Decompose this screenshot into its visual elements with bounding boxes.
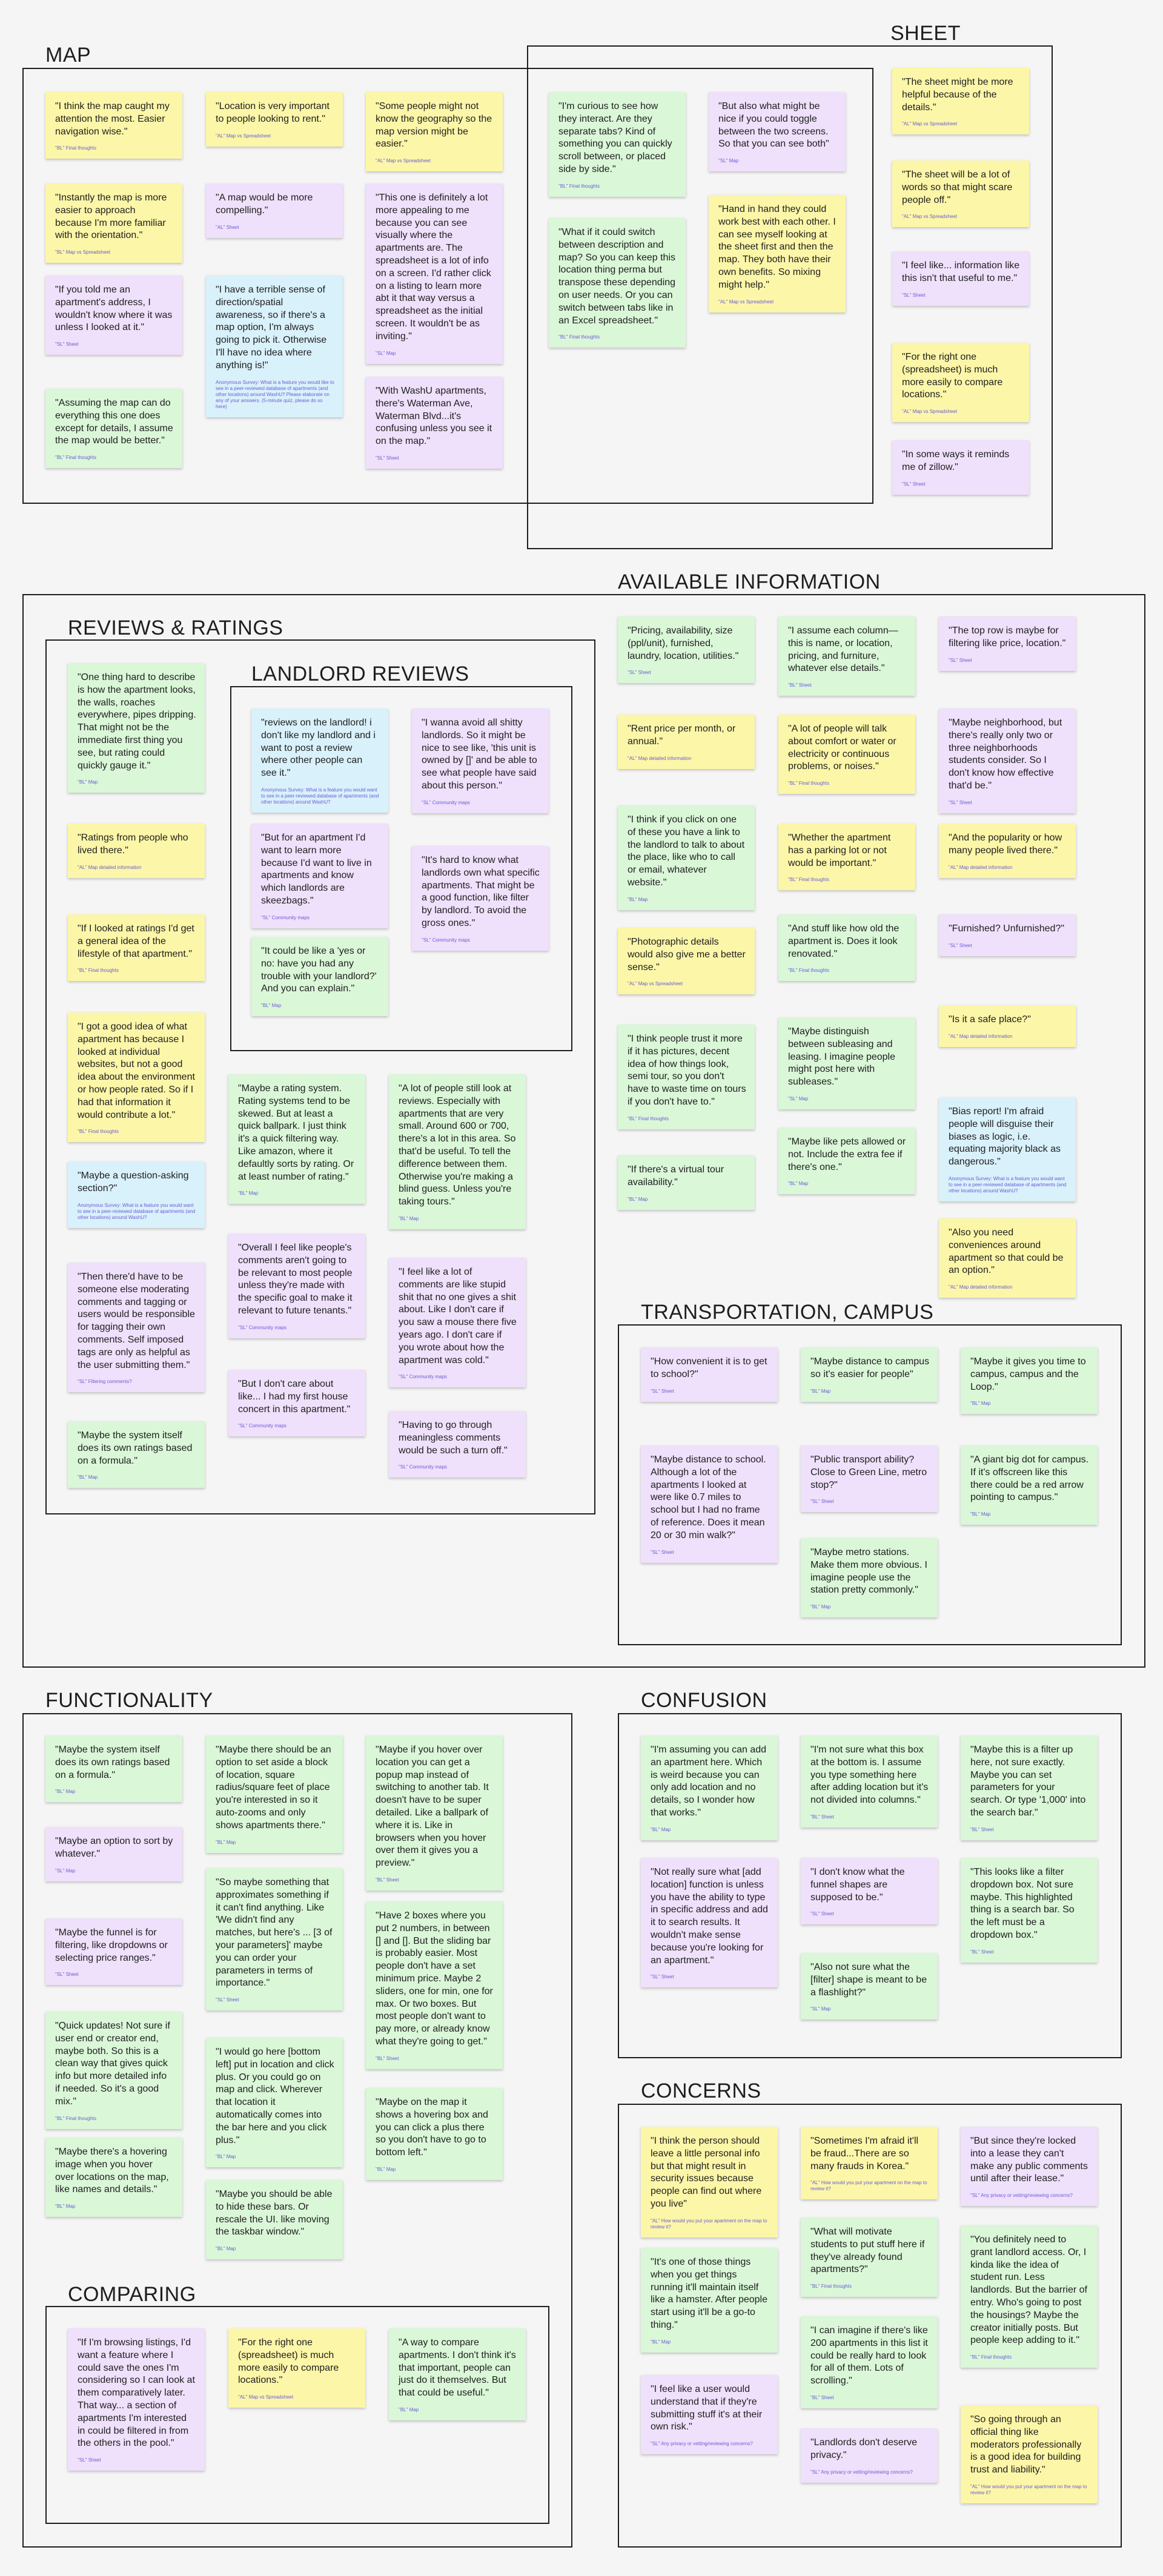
sticky-note[interactable]: "Maybe distance to school. Although a lot of the apartments I looked at were like 0.7 miles to school but I had no frame of reference. Does it mean 20 or 30 min walk?" "SL" Sheet — [641, 1445, 778, 1563]
sticky-note[interactable]: "And the popularity or how many people lived there." "AL" Map detailed information — [939, 824, 1076, 878]
sticky-note[interactable]: "I think the map caught my attention the most. Easier navigation wise." "BL" Final thoughts — [45, 92, 182, 159]
sticky-note[interactable]: "For the right one (spreadsheet) is much more easily to compare locations." "AL" Map vs Spreadsheet — [892, 343, 1029, 422]
section-title-sheet: SHEET — [890, 22, 961, 45]
section-title-map: MAP — [45, 44, 91, 67]
sticky-note[interactable]: "Maybe like pets allowed or not. Include the extra fee if there's one." "BL" Map — [778, 1128, 915, 1194]
sticky-note[interactable]: "Maybe this is a filter up here, not sure exactly. Maybe you can set parameters for your search. Or type '1,000' into the search bar." "BL" Sheet — [961, 1735, 1098, 1840]
sticky-note[interactable]: "It's hard to know what landlords own what specific apartments. That might be a good function, like filter by landlord. To avoid the gross ones." "SL" Community maps — [412, 846, 549, 951]
sticky-note[interactable]: "Maybe neighborhood, but there's really only two or three neighborhoods students consider. So I don't know how effective that'd be." "SL" Sheet — [939, 708, 1076, 813]
sticky-note[interactable]: "I can imagine if there's like 200 apartments in this list it could be really hard to look for all of them. Lots of scrolling." "BL" Sheet — [801, 2316, 938, 2408]
sticky-note[interactable]: "I wanna avoid all shitty landlords. So it might be nice to see like, 'this unit is owned by []' and be able to see what people have said about this person." "SL" Community maps — [412, 708, 549, 813]
sticky-note[interactable]: "Maybe a question-asking section?" Anonymous Survey: What is a feature you would want to see in a peer-reviewed database of apartments (and other locations) around WashU? — [68, 1161, 205, 1228]
sticky-note[interactable]: "I got a good idea of what apartment has because I looked at individual websites, but not a good idea about the environment or how people rated. So if I had that information it would contribute a lot." "BL" Final thoughts — [68, 1012, 205, 1142]
sticky-note[interactable]: "How convenient it is to get to school?" "SL" Sheet — [641, 1347, 778, 1402]
sticky-note[interactable]: "But since they're locked into a lease they can't make any public comments until after their lease." "SL" Any privacy or vetting/reviewing concerns? — [961, 2127, 1098, 2206]
sticky-note[interactable]: "If I looked at ratings I'd get a general idea of the lifestyle of that apartment." "BL" Final thoughts — [68, 914, 205, 981]
sticky-note[interactable]: "Furnished? Unfurnished?" "SL" Sheet — [939, 914, 1076, 956]
sticky-note[interactable]: "If you told me an apartment's address, I wouldn't know where it was unless I looked at it." "SL" Sheet — [45, 276, 182, 355]
section-title-reviews-ratings: REVIEWS & RATINGS — [68, 616, 283, 639]
sticky-note[interactable]: "A lot of people still look at reviews. Especially with apartments that are very small. Around 600 or 700, there's a lot in this area. So that'd be useful. To tell the difference between them. Otherwise you're making a blind guess. Unless you're taking tours." "BL" Map — [389, 1074, 526, 1229]
sticky-note[interactable]: "Rent price per month, or annual." "AL" Map detailed information — [618, 715, 755, 769]
sticky-note[interactable]: "A map would be more compelling." "AL" Sheet — [206, 183, 343, 238]
sticky-note[interactable]: "It's one of those things when you get things running it'll maintain itself like a hamster. After people start using it'll be a go-to thing." "BL" Map — [641, 2248, 778, 2353]
sticky-note[interactable]: "A lot of people will talk about comfort or water or electricity or continuous problems, or noises." "BL" Final thoughts — [778, 715, 915, 794]
sticky-note[interactable]: "With WashU apartments, there's Waterman Ave, Waterman Blvd...it's confusing unless you see it on the map." "SL" Sheet — [366, 377, 503, 469]
sticky-note[interactable]: "Having to go through meaningless comments would be such a turn off." "SL" Community maps — [389, 1411, 526, 1478]
sticky-note[interactable]: "But for an apartment I'd want to learn more because I'd want to live in apartments and know which landlords are skeezbags." "SL" Community maps — [251, 824, 388, 928]
sticky-note[interactable]: "If I'm browsing listings, I'd want a feature where I could save the ones I'm considering so I can look at them comparatively later. That way... a section of apartments I'm interested in could be filtered in from the others in the pool." "SL" Sheet — [68, 2328, 205, 2471]
sticky-note[interactable]: "A way to compare apartments. I don't think it's that important, people can just do it themselves. But that could be useful." "BL" Map — [389, 2328, 526, 2420]
sticky-note[interactable]: "I don't know what the funnel shapes are supposed to be." "SL" Sheet — [801, 1858, 938, 1924]
sticky-note[interactable]: "Public transport ability? Close to Green Line, metro stop?" "SL" Sheet — [801, 1445, 938, 1512]
sticky-note[interactable]: "Maybe an option to sort by whatever." "SL" Map — [45, 1827, 182, 1881]
sticky-note[interactable]: "You definitely need to grant landlord access. Or, I kinda like the idea of student run. Less landlords. But the barrier of entry. Who's going to post the housings? Maybe the creator initially posts. But people keep adding to it." "BL" Final thoughts — [961, 2225, 1098, 2368]
sticky-note[interactable]: "But also what might be nice if you could toggle between the two screens. So that you can see both" "SL" Map — [709, 92, 846, 171]
section-title-concerns: CONCERNS — [641, 2079, 761, 2102]
sticky-note[interactable]: "I'm curious to see how they interact. Are they separate tabs? Kind of something you can quickly scroll between, or placed side by side." "BL" Final thoughts — [549, 92, 686, 197]
sticky-note[interactable]: "Maybe there's a hovering image when you hover over locations on the map, like names and details." "BL" Map — [45, 2138, 182, 2217]
sticky-note[interactable]: "The top row is maybe for filtering like price, location." "SL" Sheet — [939, 616, 1076, 671]
section-title-available-information: AVAILABLE INFORMATION — [618, 570, 881, 593]
sticky-note[interactable]: "reviews on the landlord! i don't like my landlord and i want to post a review where other people can see it." Anonymous Survey: What is a feature you would want to see in a peer-reviewed database of apartments (and other locations) around WashU? — [251, 708, 388, 813]
sticky-note[interactable]: "Some people might not know the geography so the map version might be easier." "AL" Map vs Spreadsheet — [366, 92, 503, 171]
sticky-note[interactable]: "Overall I feel like people's comments aren't going to be relevant to most people unless they're made with the specific goal to make it relevant to future tenants." "SL" Community maps — [228, 1234, 365, 1338]
sticky-note[interactable]: "Photographic details would also give me a better sense." "AL" Map vs Spreadsheet — [618, 928, 755, 994]
sticky-note[interactable]: "Maybe if you hover over location you can get a popup map instead of switching to another tab. It doesn't have to be super detailed. Like a ballpark of where it is. Like in browsers when you hover over them it gives you a preview." "BL" Sheet — [366, 1735, 503, 1891]
sticky-note[interactable]: "So maybe something that approximates something if it can't find anything. Like 'We didn't find any matches, but here's ... [3 of your parameters]' maybe you can order your parameters in terms of importance." "SL" Sheet — [206, 1868, 343, 2010]
sticky-note[interactable]: "A giant big dot for campus. If it's offscreen like this there could be a red arrow pointing to campus." "BL" Map — [961, 1445, 1098, 1525]
sticky-note[interactable]: "Whether the apartment has a parking lot or not would be important." "BL" Final thoughts — [778, 824, 915, 890]
sticky-note[interactable]: "Quick updates! Not sure if user end or creator end, maybe both. So this is a clean way that gives quick info but more detailed info if needed. So it's a good mix." "BL" Final thoughts — [45, 2012, 182, 2129]
sticky-note[interactable]: "I feel like a lot of comments are like stupid shit that no one gives a shit about. Like I don't care if you saw a mouse there five years ago. I don't care if you wrote about how the apartment was cold." "SL" Community maps — [389, 1258, 526, 1387]
sticky-note[interactable]: "Maybe it gives you time to campus, campus and the Loop." "BL" Map — [961, 1347, 1098, 1414]
sticky-note[interactable]: "What will motivate students to put stuff here if they've already found apartments?" "BL" Final thoughts — [801, 2218, 938, 2297]
sticky-note[interactable]: "I feel like a user would understand that if they're submitting stuff it's at their own risk." "SL" Any privacy or vetting/reviewing concerns? — [641, 2375, 778, 2454]
sticky-note[interactable]: "So going through an official thing like moderators professionally is a good idea for building trust and liability." "AL" How would you put your apartment on the map to review it? — [961, 2405, 1098, 2503]
sticky-note[interactable]: "It could be like a 'yes or no: have you had any trouble with your landlord?' And you can explain." "BL" Map — [251, 937, 388, 1016]
sticky-note[interactable]: "I think people trust it more if it has pictures, decent idea of how things look, semi tour, so you don't have to waste time on tours if you don't have to." "BL" Final thoughts — [618, 1025, 755, 1129]
sticky-note[interactable]: "Maybe distance to campus so it's easier for people" "BL" Map — [801, 1347, 938, 1402]
sticky-note[interactable]: "I'm not sure what this box at the bottom is. I assume you type something here after adding location but it's not divided into columns." "BL" Sheet — [801, 1735, 938, 1828]
sticky-note[interactable]: "Sometimes I'm afraid it'll be fraud...There are so many frauds in Korea." "AL" How would you put your apartment on the map to review it? — [801, 2127, 938, 2199]
sticky-note[interactable]: "One thing hard to describe is how the apartment looks, the walls, roaches everywhere, pipes dripping. That might not be the immediate first thing you see, but rating could quickly gauge it." "BL" Map — [68, 663, 205, 793]
sticky-note[interactable]: "I'm assuming you can add an apartment here. Which is weird because you can only add location and no details, so I wonder how that works." "BL" Map — [641, 1735, 778, 1840]
sticky-note[interactable]: "I would go here [bottom left] put in location and click plus. Or you could go on map and click. Wherever that location it automatically comes into the bar here and you click plus." "BL" Map — [206, 2038, 343, 2167]
section-title-functionality: FUNCTIONALITY — [45, 1689, 213, 1712]
sticky-note[interactable]: "Maybe metro stations. Make them more obvious. I imagine people use the station pretty commonly." "BL" Map — [801, 1538, 938, 1617]
sticky-note[interactable]: "If there's a virtual tour availability." "BL" Map — [618, 1155, 755, 1210]
sticky-note[interactable]: "Ratings from people who lived there." "AL" Map detailed information — [68, 824, 205, 878]
sticky-note[interactable]: "Then there'd have to be someone else moderating comments and tagging or users would be responsible for tagging their own comments. Self imposed tags are only as helpful as the user submitting them." "SL" Filtering comments? — [68, 1263, 205, 1392]
section-title-landlord-reviews: LANDLORD REVIEWS — [251, 662, 469, 685]
sticky-note[interactable]: "Also not sure what the [filter] shape is meant to be a flashlight?" "SL" Map — [801, 1953, 938, 2020]
sticky-note[interactable]: "Bias report! I'm afraid people will disguise their biases as logic, i.e. equating majority black as dangerous." Anonymous Survey: What is a feature you would want to see in a peer-reviewed database of apartments (and other locations) around WashU? — [939, 1097, 1076, 1201]
section-title-transportation-campus: TRANSPORTATION, CAMPUS — [641, 1301, 934, 1324]
sticky-note[interactable]: "Landlords don't deserve privacy." "SL" Any privacy or vetting/reviewing concerns? — [801, 2428, 938, 2483]
sticky-note[interactable]: "I have a terrible sense of direction/spatial awareness, so if there's a map option, I'm always going to pick it. Otherwise I'll have no idea where anything is!" Anonymous Survey: What is a feature you would like to see in a peer-reviewed database of apartments (and other locations) around WashU? Please elaborate on any of your answers. (5-minute quiz, please do so here) — [206, 276, 343, 417]
section-title-comparing: COMPARING — [68, 2283, 196, 2306]
sticky-note[interactable]: "Maybe you should be able to hide these bars. Or rescale the UI. like moving the taskbar window." "BL" Map — [206, 2180, 343, 2259]
sticky-note[interactable]: "The sheet will be a lot of words so that might scare people off." "AL" Map vs Spreadsheet — [892, 160, 1029, 227]
sticky-note[interactable]: "This one is definitely a lot more appealing to me because you can see visually where the apartments are. The spreadsheet is a lot of info on a screen. I'd rather click on a listing to learn more abt it that way versus a spreadsheet as the initial screen. It wouldn't be as inviting." "SL" Map — [366, 183, 503, 364]
sticky-note[interactable]: "I think the person should leave a little personal info but that might result in security issues because people can find out where you live" "AL" How would you put your apartment on the map to review it? — [641, 2127, 778, 2237]
sticky-note[interactable]: "Maybe the system itself does its own ratings based on a formula." "BL" Map — [45, 1735, 182, 1802]
sticky-note[interactable]: "Pricing, availability, size (ppl/unit), furnished, laundry, location, utilities." "SL" Sheet — [618, 616, 755, 683]
sticky-note[interactable]: "The sheet might be more helpful because of the details." "AL" Map vs Spreadsheet — [892, 68, 1029, 134]
sticky-note[interactable]: "Also you need conveniences around apartment so that could be an option." "AL" Map detailed information — [939, 1218, 1076, 1298]
section-title-confusion: CONFUSION — [641, 1689, 767, 1712]
sticky-note[interactable]: "Maybe a rating system. Rating systems tend to be skewed. But at least a quick ballpark. I just think it's a quick filtering way. Like amazon, where it defaultly sorts by rating. Or at least number of rating." "BL" Map — [228, 1074, 365, 1204]
sticky-note[interactable]: "In some ways it reminds me of zillow." "SL" Sheet — [892, 440, 1029, 495]
sticky-note[interactable]: "This looks like a filter dropdown box. Not sure maybe. This highlighted thing is a search bar. So the left must be a dropdown box." "BL" Sheet — [961, 1858, 1098, 1963]
sticky-note[interactable]: "Assuming the map can do everything this one does except for details, I assume the map would be better." "BL" Final thoughts — [45, 389, 182, 468]
sticky-note[interactable]: "Hand in hand they could work best with each other. I can see myself looking at the sheet first and then the map. They both have their own benefits. So mixing might help." "AL" Map vs Spreadsheet — [709, 195, 846, 312]
sticky-note[interactable]: "I assume each column—this is name, or location, pricing, and furniture, whatever else details." "BL" Sheet — [778, 616, 915, 696]
sticky-note[interactable]: "Maybe there should be an option to set aside a block of location, square radius/square feet of place you're interested in so it auto-zooms and only shows apartments there." "BL" Map — [206, 1735, 343, 1853]
sticky-note[interactable]: "Maybe distinguish between subleasing and leasing. I imagine people might post here with subleases." "SL" Map — [778, 1017, 915, 1109]
sticky-note[interactable]: "I feel like... information like this isn't that useful to me." "SL" Sheet — [892, 251, 1029, 306]
sticky-note[interactable]: "And stuff like how old the apartment is. Does it look renovated." "BL" Final thoughts — [778, 914, 915, 981]
sticky-note[interactable]: "Instantly the map is more easier to approach because I'm more familiar with the orientation." "BL" Map vs Spreadsheet — [45, 183, 182, 263]
sticky-note[interactable]: "What if it could switch between description and map? So you can keep this location thing perma but transpose these depending on user needs. Or you can switch between tabs like in an Excel spreadsheet." "BL" Final thoughts — [549, 218, 686, 348]
sticky-note[interactable]: "Maybe the funnel is for filtering, like dropdowns or selecting price ranges." "SL" Sheet — [45, 1918, 182, 1985]
sticky-note[interactable]: "Maybe on the map it shows a hovering box and you can click a plus there so you don't have to go to bottom left." "BL" Map — [366, 2088, 503, 2180]
sticky-note[interactable]: "Location is very important to people looking to rent." "AL" Map vs Spreadsheet — [206, 92, 343, 147]
sticky-note[interactable]: "Is it a safe place?" "AL" Map detailed information — [939, 1005, 1076, 1047]
sticky-note[interactable]: "I think if you click on one of these you have a link to the landlord to talk to about the place, like who to call or email, whatever website." "BL" Map — [618, 805, 755, 910]
sticky-note[interactable]: "Maybe the system itself does its own ratings based on a formula." "BL" Map — [68, 1421, 205, 1488]
sticky-note[interactable]: "Have 2 boxes where you put 2 numbers, in between [] and []. But the sliding bar is probably easier. Most people don't have a set minimum price. Maybe 2 sliders, one for min, one for max. Or two boxes. But most people don't want to pay more, or already know what they're going to get." "BL" Sheet — [366, 1901, 503, 2069]
sticky-note[interactable]: "Not really sure what [add location] function is unless you have the ability to type in specific address and add it to search results. It wouldn't make sense because you're looking for an apartment." "SL" Sheet — [641, 1858, 778, 1987]
sticky-note[interactable]: "But I don't care about like... I had my first house concert in this apartment." "SL" Community maps — [228, 1370, 365, 1436]
sticky-note[interactable]: "For the right one (spreadsheet) is much more easily to compare locations." "AL" Map vs Spreadsheet — [228, 2328, 365, 2408]
